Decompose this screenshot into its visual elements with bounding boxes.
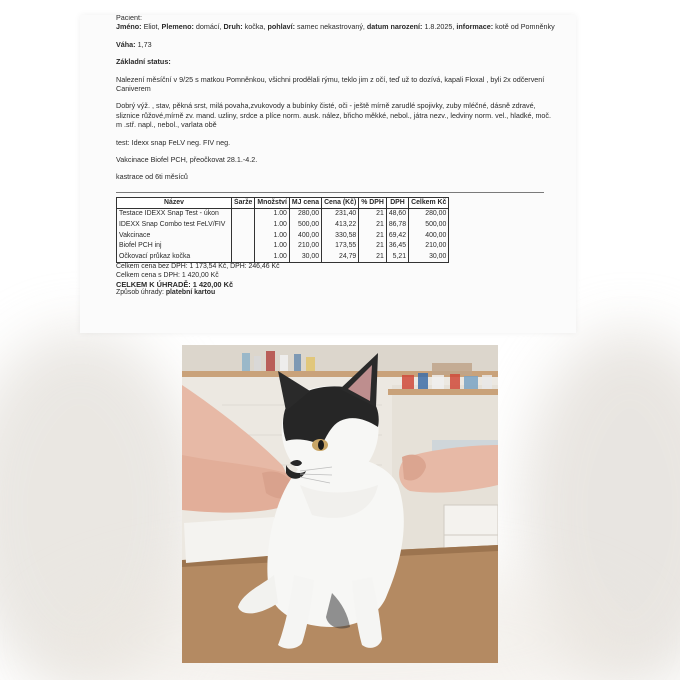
history-text: Nalezení měsíční v 9/25 s matkou Pomněnkou, všichni prodělali rýmu, teklo jim z očí, teď už to dozívá, kapali Floxal , byli 2x odčervení Caniverem [116,74,545,94]
patient-info-line: Jméno: Eliot, Plemeno: domácí, Druh: kočka, pohlaví: samec nekastrovaný, datum narození: 1.8.2025, informace: kotě od Pomněnky [116,22,555,32]
table-row: Biofel PCH inj 1.00 210,00 173,55 21 36,45 210,00 [117,241,449,252]
total-due: CELKEM K ÚHRADĚ: 1 420,00 Kč [116,279,234,289]
table-row: Vakcinace 1.00 400,00 330,58 21 69,42 400,00 [117,231,449,242]
table-row: IDEXX Snap Combo test FeLV/FIV 1.00 500,00 413,22 21 86,78 500,00 [117,220,449,231]
kitten-photo [182,345,498,663]
header-name: Název [117,197,232,209]
header-qty: Množství [255,197,289,209]
header-batch: Šarže [232,197,255,209]
exam-text: Dobrý výž. , stav, pěkná srst, milá povaha,zvukovody a bubínky čisté, oči - ještě mírně zarudlé spojivky, zuby mléčné, dásně zdravé, sliznice růžové,mírně zv. mand. uzliny, srdce a plíce norm. ausk. nález, břicho měkké, nebol., játra nezv., ledviny norm. vel., hladké, moč. m .stř. napl., nebol., varlata obě [116,101,552,130]
vaccination-text: Vakcinace Biofel PCH, přeočkovat 28.1.-4.2. [116,155,258,165]
payment-method: Způsob úhrady: platební kartou [116,289,216,297]
header-vat: DPH [386,197,408,209]
divider [116,192,544,193]
total-without-vat: Celkem cena bez DPH: 1 173,54 Kč, DPH: 246,46 Kč [116,263,280,271]
invoice-header-row [117,197,449,209]
patient-label: Pacient: [116,15,142,22]
kitten-photo-illustration [182,345,498,663]
header-total: Celkem Kč [409,197,449,209]
total-with-vat: Celkem cena s DPH: 1 420,00 Kč [116,272,219,280]
status-heading: Základní status: [116,57,171,67]
castration-text: kastrace od 6ti měsíců [116,172,188,182]
vet-report-document [80,15,576,333]
header-vat-pct: % DPH [359,197,387,209]
weight-line: Váha: 1,73 [116,39,152,49]
table-row: Testace IDEXX Snap Test - úkon 1.00 280,00 231,40 21 48,60 280,00 [117,209,449,220]
header-unit-price: MJ cena [289,197,321,209]
test-text: test: Idexx snap FeLV neg. FIV neg. [116,137,231,147]
totals-block [116,263,556,297]
header-price: Cena (Kč) [322,197,359,209]
invoice-table [116,197,449,264]
table-row: Očkovací průkaz kočka 1.00 30,00 24,79 21 5,21 30,00 [117,252,449,263]
